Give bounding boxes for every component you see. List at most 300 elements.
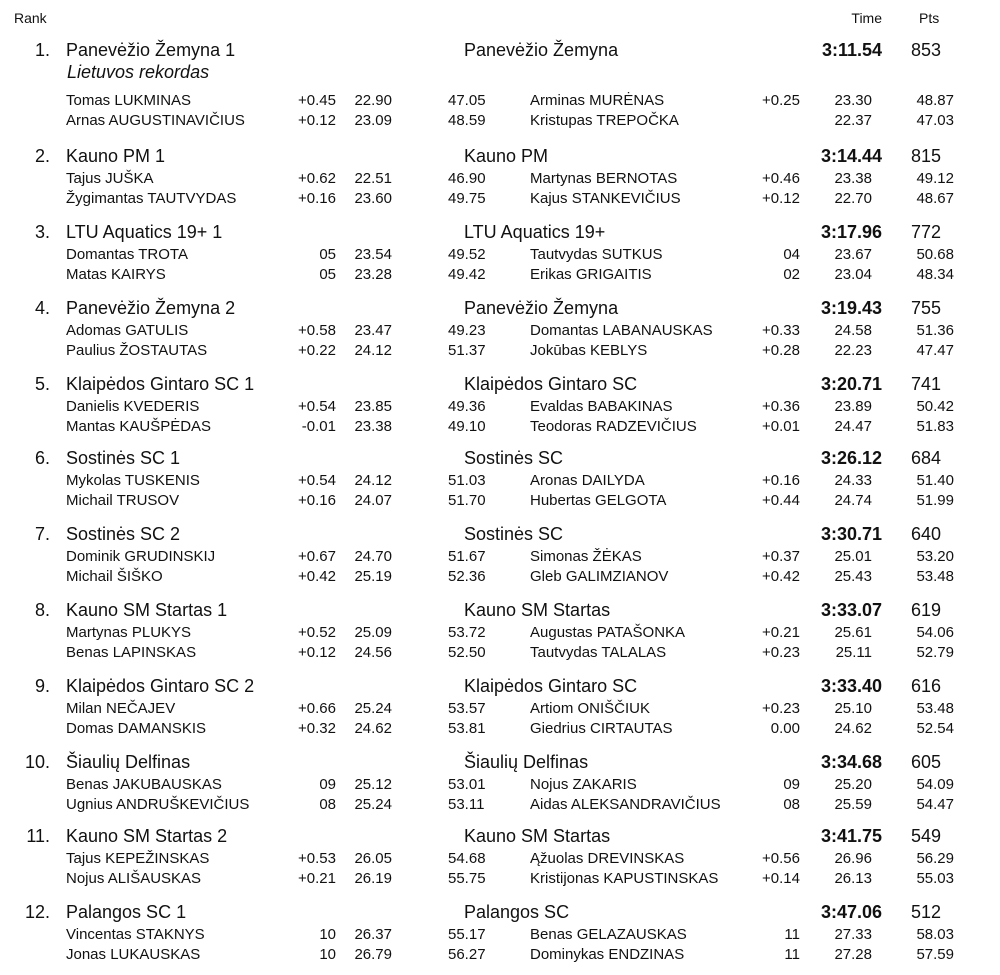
swimmer-row <box>0 170 1000 190</box>
club-name: LTU Aquatics 19+ <box>464 222 606 242</box>
reaction-time: +0.16 <box>298 190 336 207</box>
reaction-time: 10 <box>319 926 336 943</box>
swimmer-name: Žygimantas TAUTVYDAS <box>66 190 237 207</box>
swimmer-row <box>0 850 1000 870</box>
swimmer-row <box>0 926 1000 946</box>
reaction-time: +0.62 <box>298 170 336 187</box>
reaction-time: +0.33 <box>762 322 800 339</box>
team-name: Panevėžio Žemyna 2 <box>66 298 236 318</box>
swimmer-name: Dominik GRUDINSKIJ <box>66 548 216 565</box>
reaction-time: +0.23 <box>762 644 800 661</box>
team-time: 3:26.12 <box>820 448 882 468</box>
swimmer-name: Domantas TROTA <box>66 246 188 263</box>
split-50: 22.37 <box>834 112 872 129</box>
split-100: 49.52 <box>448 246 486 263</box>
swimmer-row <box>0 568 1000 588</box>
team-time: 3:19.43 <box>820 298 882 318</box>
swimmer-name: Tautvydas SUTKUS <box>530 246 663 263</box>
team-rank: 4. <box>34 298 50 318</box>
swimmer-name: Tajus JUŠKA <box>66 170 154 187</box>
swimmer-name: Tomas LUKMINAS <box>66 92 192 109</box>
team-time: 3:20.71 <box>820 374 882 394</box>
team-result <box>0 374 1000 438</box>
team-name: Kauno SM Startas 1 <box>66 600 228 620</box>
swimmer-row <box>0 266 1000 286</box>
split-100: 49.36 <box>448 398 486 415</box>
swimmer-name: Nojus ZAKARIS <box>530 776 637 793</box>
split-50: 25.43 <box>834 568 872 585</box>
split-50: 26.13 <box>834 870 872 887</box>
split-100: 52.36 <box>448 568 486 585</box>
swimmer-name: Simonas ŽĖKAS <box>530 548 642 565</box>
reaction-time: +0.23 <box>762 700 800 717</box>
split-100: 56.29 <box>916 850 954 867</box>
team-points: 815 <box>911 146 942 166</box>
split-50: 25.11 <box>835 644 872 661</box>
split-100: 50.68 <box>916 246 954 263</box>
reaction-time: 10 <box>319 946 336 963</box>
team-points: 755 <box>911 298 942 318</box>
team-row <box>0 298 1000 322</box>
swimmer-name: Michail ŠIŠKO <box>66 568 163 585</box>
swimmer-name: Danielis KVEDERIS <box>66 398 200 415</box>
split-100: 47.05 <box>448 92 486 109</box>
split-50: 25.10 <box>834 700 872 717</box>
split-50: 23.04 <box>834 266 872 283</box>
split-100: 53.11 <box>448 796 485 813</box>
swimmer-row <box>0 418 1000 438</box>
team-row <box>0 524 1000 548</box>
split-100: 49.23 <box>448 322 486 339</box>
reaction-time: +0.42 <box>762 568 800 585</box>
split-50: 25.09 <box>354 624 392 641</box>
split-100: 53.81 <box>448 720 486 737</box>
swimmer-name: Evaldas BABAKINAS <box>530 398 673 415</box>
reaction-time: +0.54 <box>298 472 336 489</box>
team-result <box>0 600 1000 664</box>
split-50: 25.12 <box>354 776 392 793</box>
club-name: Kauno SM Startas <box>464 600 611 620</box>
swimmer-name: Nojus ALIŠAUSKAS <box>66 870 202 887</box>
team-rank: 12. <box>24 902 50 922</box>
team-time: 3:11.54 <box>821 40 882 60</box>
split-50: 25.59 <box>834 796 872 813</box>
reaction-time: +0.12 <box>298 644 336 661</box>
team-row <box>0 826 1000 850</box>
swimmer-row <box>0 776 1000 796</box>
team-rank: 3. <box>34 222 50 242</box>
team-row <box>0 676 1000 700</box>
team-result <box>0 146 1000 210</box>
split-100: 51.40 <box>916 472 954 489</box>
swimmer-name: Benas LAPINSKAS <box>66 644 197 661</box>
split-100: 48.34 <box>916 266 954 283</box>
team-points: 605 <box>911 752 942 772</box>
reaction-time: +0.12 <box>762 190 800 207</box>
split-100: 53.01 <box>448 776 486 793</box>
reaction-time: +0.67 <box>298 548 336 565</box>
club-name: Panevėžio Žemyna <box>464 298 619 318</box>
swimmer-name: Ugnius ANDRUŠKEVIČIUS <box>66 796 250 813</box>
team-name: Klaipėdos Gintaro SC 2 <box>66 676 255 696</box>
reaction-time: +0.01 <box>762 418 800 435</box>
team-name: Kauno SM Startas 2 <box>66 826 228 846</box>
club-name: Klaipėdos Gintaro SC <box>464 374 638 394</box>
team-row <box>0 752 1000 776</box>
team-rank: 9. <box>34 676 50 696</box>
team-row <box>0 146 1000 170</box>
reaction-time: 09 <box>319 776 336 793</box>
split-50: 24.58 <box>834 322 872 339</box>
split-50: 22.90 <box>354 92 392 109</box>
team-row <box>0 448 1000 472</box>
split-100: 54.06 <box>916 624 954 641</box>
team-row <box>0 600 1000 624</box>
swimmer-name: Kajus STANKEVIČIUS <box>530 190 681 207</box>
swimmer-name: Mantas KAUŠPĖDAS <box>66 418 212 435</box>
split-100: 53.48 <box>916 568 954 585</box>
split-50: 25.61 <box>834 624 872 641</box>
reaction-time: +0.52 <box>298 624 336 641</box>
swimmer-row <box>0 190 1000 210</box>
swimmer-row <box>0 720 1000 740</box>
team-rank: 8. <box>34 600 50 620</box>
swimmer-row <box>0 342 1000 362</box>
team-rank: 11. <box>26 826 50 846</box>
split-50: 24.56 <box>354 644 392 661</box>
team-name: Sostinės SC 2 <box>66 524 181 544</box>
swimmer-name: Dominykas ENDZINAS <box>530 946 685 963</box>
split-50: 27.33 <box>834 926 872 943</box>
swimmer-name: Giedrius CIRTAUTAS <box>530 720 673 737</box>
swimmer-name: Michail TRUSOV <box>66 492 180 509</box>
team-rank: 2. <box>34 146 50 166</box>
team-points: 684 <box>911 448 942 468</box>
split-50: 26.05 <box>354 850 392 867</box>
reaction-time: 02 <box>783 266 800 283</box>
time-header: Time <box>851 10 882 26</box>
split-100: 54.09 <box>916 776 954 793</box>
team-result <box>0 448 1000 512</box>
split-50: 26.96 <box>834 850 872 867</box>
club-name: Kauno PM <box>464 146 549 166</box>
split-100: 52.54 <box>916 720 954 737</box>
split-100: 53.72 <box>448 624 486 641</box>
split-100: 51.36 <box>916 322 954 339</box>
swimmer-name: Kristupas TREPOČKA <box>530 112 679 129</box>
club-name: Sostinės SC <box>464 448 564 468</box>
split-100: 47.03 <box>916 112 954 129</box>
team-name: Kauno PM 1 <box>66 146 166 166</box>
split-50: 27.28 <box>834 946 872 963</box>
split-100: 56.27 <box>448 946 486 963</box>
reaction-time: +0.28 <box>762 342 800 359</box>
split-100: 51.67 <box>448 548 486 565</box>
split-50: 24.12 <box>354 472 392 489</box>
reaction-time: +0.66 <box>298 700 336 717</box>
reaction-time: 08 <box>319 796 336 813</box>
swimmer-name: Benas JAKUBAUSKAS <box>66 776 222 793</box>
split-50: 24.12 <box>354 342 392 359</box>
team-time: 3:33.40 <box>820 676 882 696</box>
swimmer-row <box>0 492 1000 512</box>
team-points: 549 <box>911 826 942 846</box>
split-100: 51.99 <box>916 492 954 509</box>
team-time: 3:33.07 <box>820 600 882 620</box>
split-50: 23.67 <box>834 246 872 263</box>
team-name: Palangos SC 1 <box>66 902 187 922</box>
reaction-time: +0.54 <box>298 398 336 415</box>
reaction-time: +0.53 <box>298 850 336 867</box>
club-name: Sostinės SC <box>464 524 564 544</box>
reaction-time: +0.22 <box>298 342 336 359</box>
team-points: 616 <box>911 676 942 696</box>
split-50: 26.37 <box>354 926 392 943</box>
swimmer-name: Aronas DAILYDA <box>530 472 645 489</box>
split-50: 23.47 <box>354 322 392 339</box>
split-50: 24.74 <box>834 492 872 509</box>
split-100: 53.57 <box>448 700 486 717</box>
team-rank: 5. <box>34 374 50 394</box>
reaction-time: 04 <box>783 246 800 263</box>
split-100: 50.42 <box>916 398 954 415</box>
team-name: LTU Aquatics 19+ 1 <box>66 222 223 242</box>
split-50: 23.54 <box>354 246 392 263</box>
reaction-time: +0.37 <box>762 548 800 565</box>
split-50: 26.19 <box>354 870 392 887</box>
team-name: Panevėžio Žemyna 1 <box>66 40 236 60</box>
swimmer-name: Domantas LABANAUSKAS <box>530 322 713 339</box>
swimmer-row <box>0 322 1000 342</box>
reaction-time: +0.36 <box>762 398 800 415</box>
swimmer-name: Vincentas STAKNYS <box>66 926 205 943</box>
reaction-time: +0.56 <box>762 850 800 867</box>
split-100: 48.59 <box>448 112 486 129</box>
team-points: 640 <box>911 524 942 544</box>
split-100: 47.47 <box>916 342 954 359</box>
swimmer-name: Ąžuolas DREVINSKAS <box>530 850 685 867</box>
split-50: 24.70 <box>354 548 392 565</box>
team-time: 3:47.06 <box>820 902 882 922</box>
split-100: 54.47 <box>916 796 954 813</box>
split-100: 55.17 <box>448 926 486 943</box>
split-100: 48.87 <box>916 92 954 109</box>
swimmer-name: Matas KAIRYS <box>66 266 166 283</box>
team-points: 741 <box>911 374 942 394</box>
swimmer-row <box>0 946 1000 966</box>
team-row <box>0 222 1000 246</box>
split-50: 24.47 <box>834 418 872 435</box>
split-100: 54.68 <box>448 850 486 867</box>
swimmer-name: Milan NEČAJEV <box>66 700 176 717</box>
reaction-time: 0.00 <box>770 720 800 737</box>
swimmer-name: Teodoras RADZEVIČIUS <box>530 418 697 435</box>
reaction-time: 05 <box>319 266 336 283</box>
team-time: 3:41.75 <box>820 826 882 846</box>
team-points: 772 <box>911 222 942 242</box>
team-rank: 1. <box>34 40 50 60</box>
split-50: 23.85 <box>354 398 392 415</box>
swimmer-name: Arnas AUGUSTINAVIČIUS <box>66 112 245 129</box>
split-50: 25.24 <box>354 700 392 717</box>
reaction-time: 11 <box>784 926 800 943</box>
split-100: 55.03 <box>916 870 954 887</box>
swimmer-name: Mykolas TUSKENIS <box>66 472 200 489</box>
reaction-time: +0.16 <box>762 472 800 489</box>
reaction-time: +0.12 <box>298 112 336 129</box>
swimmer-name: Martynas PLUKYS <box>66 624 192 641</box>
swimmer-row <box>0 398 1000 418</box>
reaction-time: +0.16 <box>298 492 336 509</box>
team-time: 3:14.44 <box>820 146 882 166</box>
team-result <box>0 826 1000 890</box>
team-result <box>0 676 1000 740</box>
split-50: 23.38 <box>834 170 872 187</box>
split-100: 51.70 <box>448 492 486 509</box>
reaction-time: +0.58 <box>298 322 336 339</box>
reaction-time: +0.21 <box>298 870 336 887</box>
split-100: 49.75 <box>448 190 486 207</box>
swimmer-name: Hubertas GELGOTA <box>530 492 667 509</box>
swimmer-name: Martynas BERNOTAS <box>530 170 678 187</box>
team-rank: 7. <box>34 524 50 544</box>
split-100: 53.20 <box>916 548 954 565</box>
team-rank: 6. <box>34 448 50 468</box>
split-50: 24.62 <box>354 720 392 737</box>
record-note: Lietuvos rekordas <box>67 62 210 82</box>
swimmer-name: Arminas MURĖNAS <box>530 92 665 109</box>
swimmer-name: Erikas GRIGAITIS <box>530 266 652 283</box>
reaction-time: -0.01 <box>301 418 336 435</box>
club-name: Klaipėdos Gintaro SC <box>464 676 638 696</box>
club-name: Palangos SC <box>464 902 570 922</box>
swimmer-name: Adomas GATULIS <box>66 322 189 339</box>
split-50: 22.70 <box>834 190 872 207</box>
swimmer-name: Tautvydas TALALAS <box>530 644 667 661</box>
reaction-time: +0.42 <box>298 568 336 585</box>
team-points: 853 <box>911 40 942 60</box>
split-100: 46.90 <box>448 170 486 187</box>
swimmer-row <box>0 548 1000 568</box>
reaction-time: 08 <box>783 796 800 813</box>
team-result <box>0 902 1000 966</box>
swimmer-row <box>0 700 1000 720</box>
swimmer-name: Paulius ŽOSTAUTAS <box>66 342 208 359</box>
team-time: 3:17.96 <box>820 222 882 242</box>
split-100: 55.75 <box>448 870 486 887</box>
split-100: 52.50 <box>448 644 486 661</box>
reaction-time: 05 <box>319 246 336 263</box>
club-name: Panevėžio Žemyna <box>464 40 619 60</box>
split-50: 23.09 <box>354 112 392 129</box>
reaction-time: +0.44 <box>762 492 800 509</box>
split-100: 58.03 <box>916 926 954 943</box>
split-50: 26.79 <box>354 946 392 963</box>
reaction-time: 11 <box>784 946 800 963</box>
swimmer-row <box>0 796 1000 816</box>
swimmer-name: Aidas ALEKSANDRAVIČIUS <box>530 796 721 813</box>
swimmer-row <box>0 624 1000 644</box>
split-50: 23.30 <box>834 92 872 109</box>
split-50: 22.23 <box>834 342 872 359</box>
team-row <box>0 902 1000 926</box>
swimmer-name: Artiom ONIŠČIUK <box>530 700 651 717</box>
pts-header: Pts <box>919 10 940 26</box>
swimmer-row <box>0 472 1000 492</box>
swimmer-row <box>0 870 1000 890</box>
team-name: Klaipėdos Gintaro SC 1 <box>66 374 255 394</box>
swimmer-name: Jonas LUKAUSKAS <box>66 946 201 963</box>
team-result <box>0 222 1000 286</box>
team-result <box>0 40 1000 132</box>
team-result <box>0 298 1000 362</box>
team-row <box>0 374 1000 398</box>
reaction-time: +0.45 <box>298 92 336 109</box>
swimmer-name: Domas DAMANSKIS <box>66 720 207 737</box>
swimmer-name: Gleb GALIMZIANOV <box>530 568 669 585</box>
team-time: 3:34.68 <box>820 752 882 772</box>
swimmer-name: Benas GELAZAUSKAS <box>530 926 687 943</box>
split-100: 53.48 <box>916 700 954 717</box>
split-100: 51.37 <box>448 342 486 359</box>
swimmer-name: Kristijonas KAPUSTINSKAS <box>530 870 719 887</box>
split-50: 24.33 <box>834 472 872 489</box>
swimmer-name: Tajus KEPEŽINSKAS <box>66 850 210 867</box>
split-100: 49.10 <box>448 418 486 435</box>
split-100: 49.12 <box>916 170 954 187</box>
team-points: 619 <box>911 600 942 620</box>
split-50: 25.24 <box>354 796 392 813</box>
split-50: 25.19 <box>354 568 392 585</box>
split-50: 23.89 <box>834 398 872 415</box>
team-rank: 10. <box>24 752 50 772</box>
reaction-time: +0.14 <box>762 870 800 887</box>
club-name: Šiaulių Delfinas <box>464 752 589 772</box>
swimmer-row <box>0 644 1000 664</box>
team-row <box>0 40 1000 64</box>
split-50: 23.38 <box>354 418 392 435</box>
team-name: Šiaulių Delfinas <box>66 752 191 772</box>
reaction-time: +0.32 <box>298 720 336 737</box>
split-100: 48.67 <box>916 190 954 207</box>
rank-header: Rank <box>14 10 47 26</box>
team-result <box>0 524 1000 588</box>
swimmer-name: Augustas PATAŠONKA <box>530 624 686 641</box>
split-50: 23.60 <box>354 190 392 207</box>
split-100: 52.79 <box>916 644 954 661</box>
swimmer-row <box>0 246 1000 266</box>
swimmer-row <box>0 92 1000 112</box>
split-50: 22.51 <box>354 170 392 187</box>
split-50: 23.28 <box>354 266 392 283</box>
team-points: 512 <box>911 902 942 922</box>
split-50: 25.20 <box>834 776 872 793</box>
reaction-time: +0.46 <box>762 170 800 187</box>
club-name: Kauno SM Startas <box>464 826 611 846</box>
split-100: 51.03 <box>448 472 486 489</box>
split-100: 51.83 <box>916 418 954 435</box>
swimmer-row <box>0 112 1000 132</box>
swimmer-name: Jokūbas KEBLYS <box>530 342 648 359</box>
team-result <box>0 752 1000 816</box>
reaction-time: 09 <box>783 776 800 793</box>
split-50: 24.07 <box>354 492 392 509</box>
split-100: 57.59 <box>916 946 954 963</box>
split-50: 24.62 <box>834 720 872 737</box>
split-100: 49.42 <box>448 266 486 283</box>
team-time: 3:30.71 <box>820 524 882 544</box>
team-name: Sostinės SC 1 <box>66 448 181 468</box>
